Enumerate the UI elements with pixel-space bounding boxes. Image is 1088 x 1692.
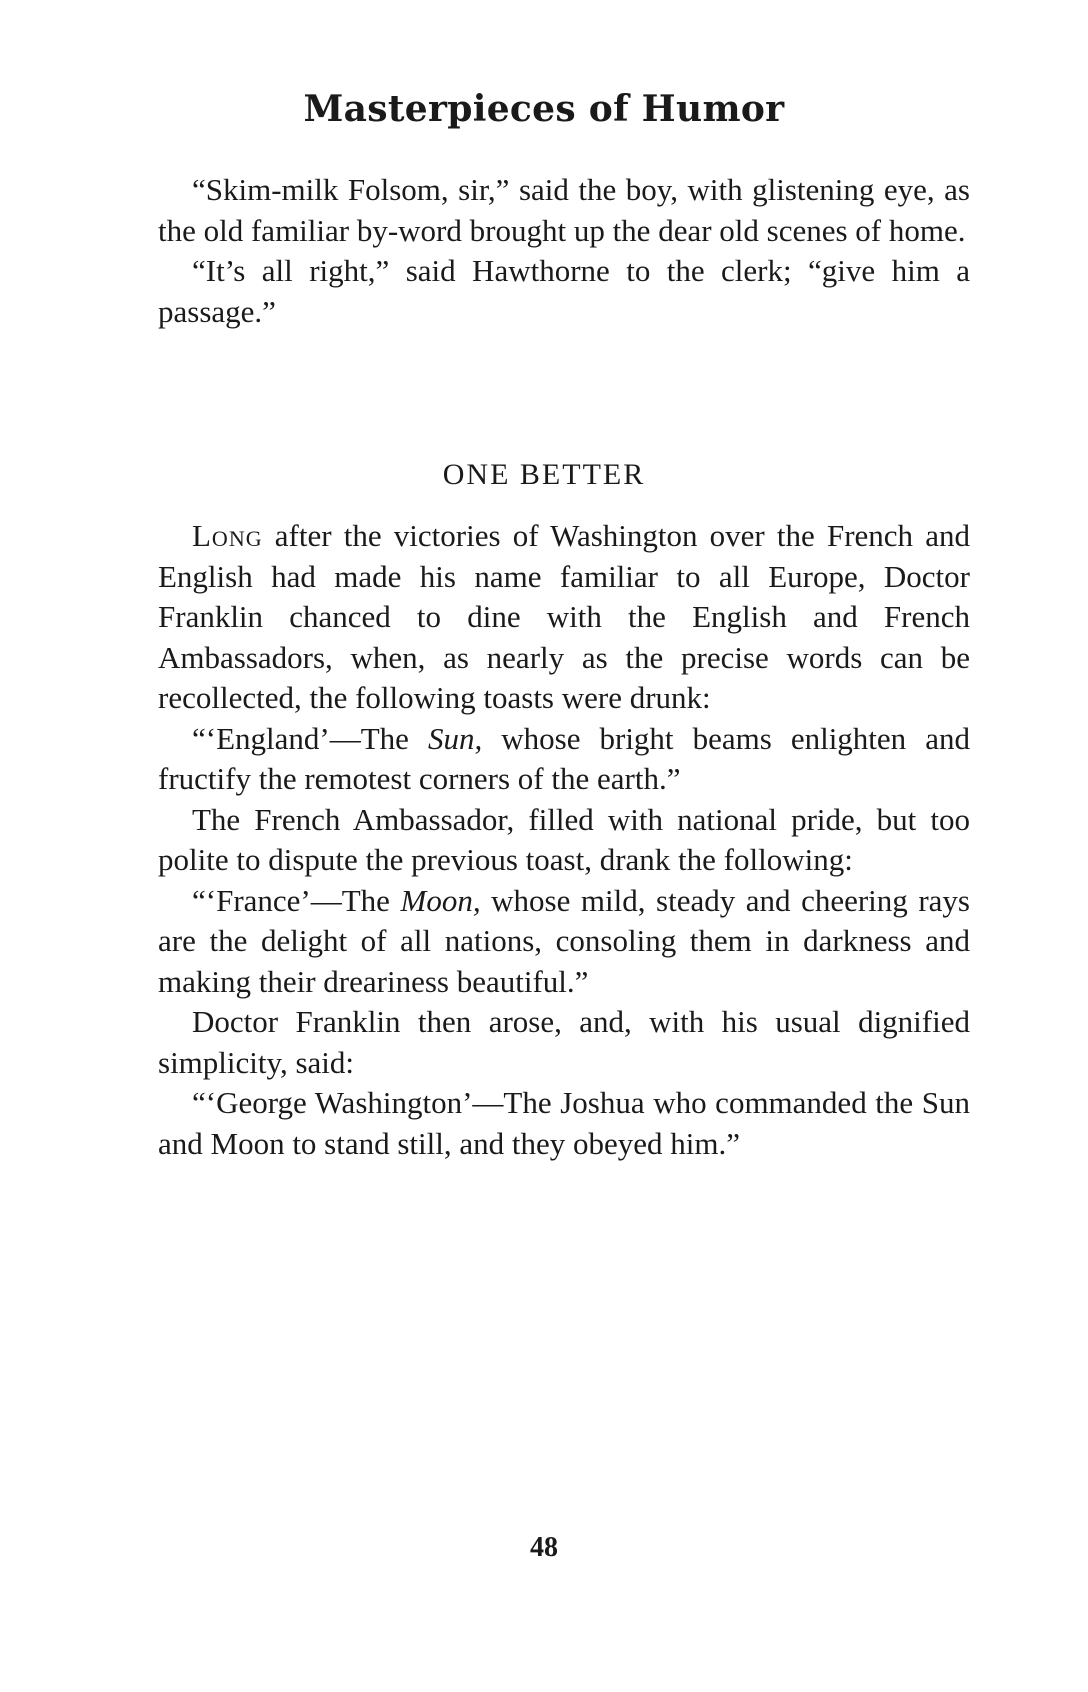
paragraph-french-intro: The French Ambassador, filled with national pride, but too polite to dispute the previous toast, drank the following: <box>158 801 970 877</box>
previous-story-ending <box>158 170 970 332</box>
paragraph-hawthorne: “It’s all right,” said Hawthorne to the clerk; “give him a passage.” <box>158 253 970 329</box>
story-one-better <box>158 516 970 1164</box>
section-title: ONE BETTER <box>442 458 646 491</box>
toast-france-start: “‘France’—The <box>192 882 401 918</box>
paragraph-opening <box>158 516 970 719</box>
toast-england-start: “‘England’—The <box>192 720 428 756</box>
page-number: 48 <box>530 1532 558 1563</box>
paragraph-skim-milk: “Skim-milk Folsom, sir,” said the boy, with glistening eye, as the old familiar by-word brought up the dear old scenes of home. <box>158 172 970 248</box>
paragraph-franklin-intro: Doctor Franklin then arose, and, with his usual dignified simplicity, said: <box>158 1004 970 1080</box>
toast-england-italic: Sun, <box>427 720 483 756</box>
running-head: Masterpieces of Humor <box>303 88 785 130</box>
paragraph-france-toast <box>158 881 970 1003</box>
paragraph-washington-toast: “‘George Washington’—The Joshua who commanded the Sun and Moon to stand still, and they obeyed him.” <box>158 1085 970 1161</box>
toast-france-rest: whose mild, steady and cheering rays are the delight of all nations, consoling them in darkness and making their dreariness beautiful.” <box>158 882 970 999</box>
paragraph-england-toast <box>158 719 970 800</box>
opening-word: Long <box>192 518 263 553</box>
opening-text: after the victories of Washington over the French and English had made his name familiar to all Europe, Doctor Franklin chanced to dine with the English and French Ambassadors, when, as nearly as the precise words can be recollected, the following toasts were drunk: <box>158 518 970 715</box>
toast-england-rest: whose bright beams enlighten and fructify the remotest corners of the earth.” <box>158 720 970 796</box>
toast-france-italic: Moon, <box>400 882 481 918</box>
